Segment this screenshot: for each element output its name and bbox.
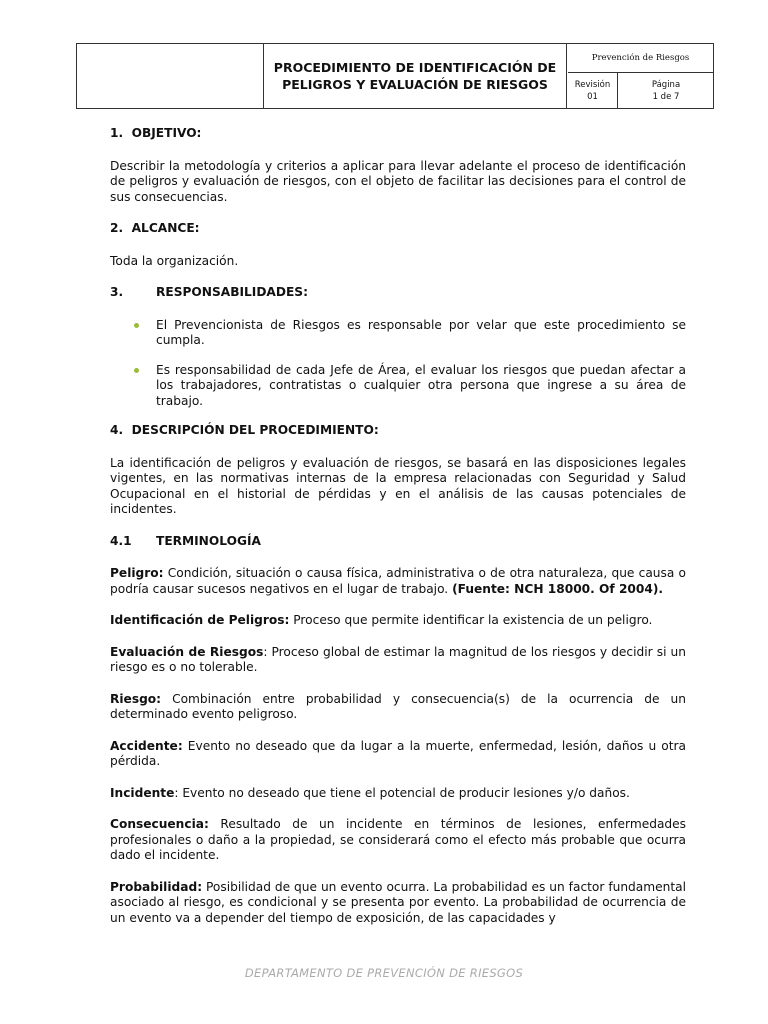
term-definition — [110, 786, 686, 802]
section-heading-objetivo — [110, 126, 686, 142]
term-label: Riesgo: — [110, 691, 162, 706]
revision-cell — [568, 73, 618, 108]
section-number: 4. — [110, 423, 124, 437]
term-definition — [110, 613, 686, 629]
objetivo-text: Describir la metodología y criterios a aplicar para llevar adelante el proceso de identificación de peligros y evaluación de riesgos, con el objeto de facilitar las decisiones para el control de sus consecuencias. — [110, 158, 686, 204]
section-title: TERMINOLOGÍA — [156, 533, 261, 548]
term-label: Identificación de Peligros: — [110, 613, 290, 627]
revision-value: 01 — [587, 92, 598, 102]
department-label: Prevención de Riesgos — [568, 44, 713, 73]
section-heading-responsabilidades — [110, 285, 686, 301]
page-cell — [619, 73, 713, 108]
title-line-1: PROCEDIMIENTO DE IDENTIFICACIÓN DE — [273, 60, 557, 75]
page-footer: DEPARTAMENTO DE PREVENCIÓN DE RIESGOS — [244, 966, 524, 980]
document-header — [76, 43, 714, 109]
term-text: Resultado de un incidente en términos de lesiones, enfermedades profesionales o daño a la propiedad, se considerará como el efecto más probable que ocurra dado el incidente. — [110, 817, 686, 862]
document-body — [110, 126, 686, 942]
section-title: ALCANCE: — [131, 221, 200, 235]
term-text: Evento no deseado que da lugar a la muerte, enfermedad, lesión, daños u otra pérdida. — [110, 738, 686, 768]
term-label: Evaluación de Riesgos — [110, 644, 264, 659]
section-number: 1. — [110, 126, 124, 140]
page-label: Página — [651, 80, 681, 90]
term-definition — [110, 739, 686, 770]
list-item — [110, 363, 686, 410]
logo-cell — [77, 44, 264, 108]
section-heading-alcance — [110, 221, 686, 237]
page-value: 1 de 7 — [652, 92, 680, 102]
list-item-text: El Prevencionista de Riesgos es responsable por velar que este procedimiento se cumpla. — [156, 317, 686, 347]
title-line-2: PELIGROS Y EVALUACIÓN DE RIESGOS — [282, 77, 548, 92]
header-meta — [568, 44, 713, 108]
section-heading-terminologia — [110, 534, 686, 550]
term-definition — [110, 880, 686, 927]
term-text: Proceso que permite identificar la existencia de un peligro. — [289, 613, 653, 627]
section-number: 3. — [110, 285, 124, 299]
list-item — [110, 318, 686, 349]
section-title: RESPONSABILIDADES: — [156, 285, 308, 299]
term-label: Incidente — [110, 785, 175, 800]
term-text: : Proceso global de estimar la magnitud de los riesgos y decidir si un riesgo es o no tolerable. — [110, 644, 687, 674]
term-text: Combinación entre probabilidad y consecuencia(s) de la ocurrencia de un determinado evento peligroso. — [110, 691, 686, 721]
term-definition — [110, 692, 686, 723]
section-heading-descripcion — [110, 423, 686, 439]
term-definition — [110, 645, 686, 676]
term-text: Condición, situación o causa física, administrativa o de otra naturaleza, que causa o podría causar sucesos negativos en el lugar de trabajo. — [110, 566, 686, 596]
term-label: Consecuencia: — [110, 817, 209, 831]
responsibilities-list — [110, 318, 686, 410]
document-title — [264, 44, 567, 108]
section-title: DESCRIPCIÓN DEL PROCEDIMIENTO: — [131, 423, 379, 437]
bullet-icon — [134, 368, 139, 373]
term-definition — [110, 566, 686, 597]
revision-label: Revisión — [574, 80, 611, 90]
term-label: Accidente: — [110, 738, 183, 753]
descripcion-text: La identificación de peligros y evaluación de riesgos, se basará en las disposiciones legales vigentes, en las normativas internas de la empresa relacionadas con Seguridad y Salud Ocupacional en el historial de pérdidas y en el análisis de las causas potenciales de incidentes. — [110, 455, 686, 516]
term-text: : Evento no deseado que tiene el potencial de producir lesiones y/o daños. — [174, 785, 630, 800]
list-item-text: Es responsabilidad de cada Jefe de Área, el evaluar los riesgos que puedan afectar a los trabajadores, contratistas o cualquier otra persona que ingrese a su área de trabajo. — [156, 362, 686, 408]
section-number: 4.1 — [110, 533, 132, 548]
term-definition — [110, 817, 686, 864]
term-label: Probabilidad: — [110, 879, 203, 894]
term-text: Posibilidad de que un evento ocurra. La probabilidad es un factor fundamental asociado al riesgo, es condicional y se presenta por evento. La probabilidad de ocurrencia de un evento va a depender del tiempo de exposición, de las capacidades y — [110, 879, 686, 925]
alcance-text: Toda la organización. — [110, 253, 239, 268]
section-title: OBJETIVO: — [131, 126, 202, 140]
term-label: Peligro: — [110, 566, 164, 580]
term-source: (Fuente: NCH 18000. Of 2004). — [452, 581, 664, 596]
section-number: 2. — [110, 221, 124, 235]
bullet-icon — [134, 323, 139, 328]
